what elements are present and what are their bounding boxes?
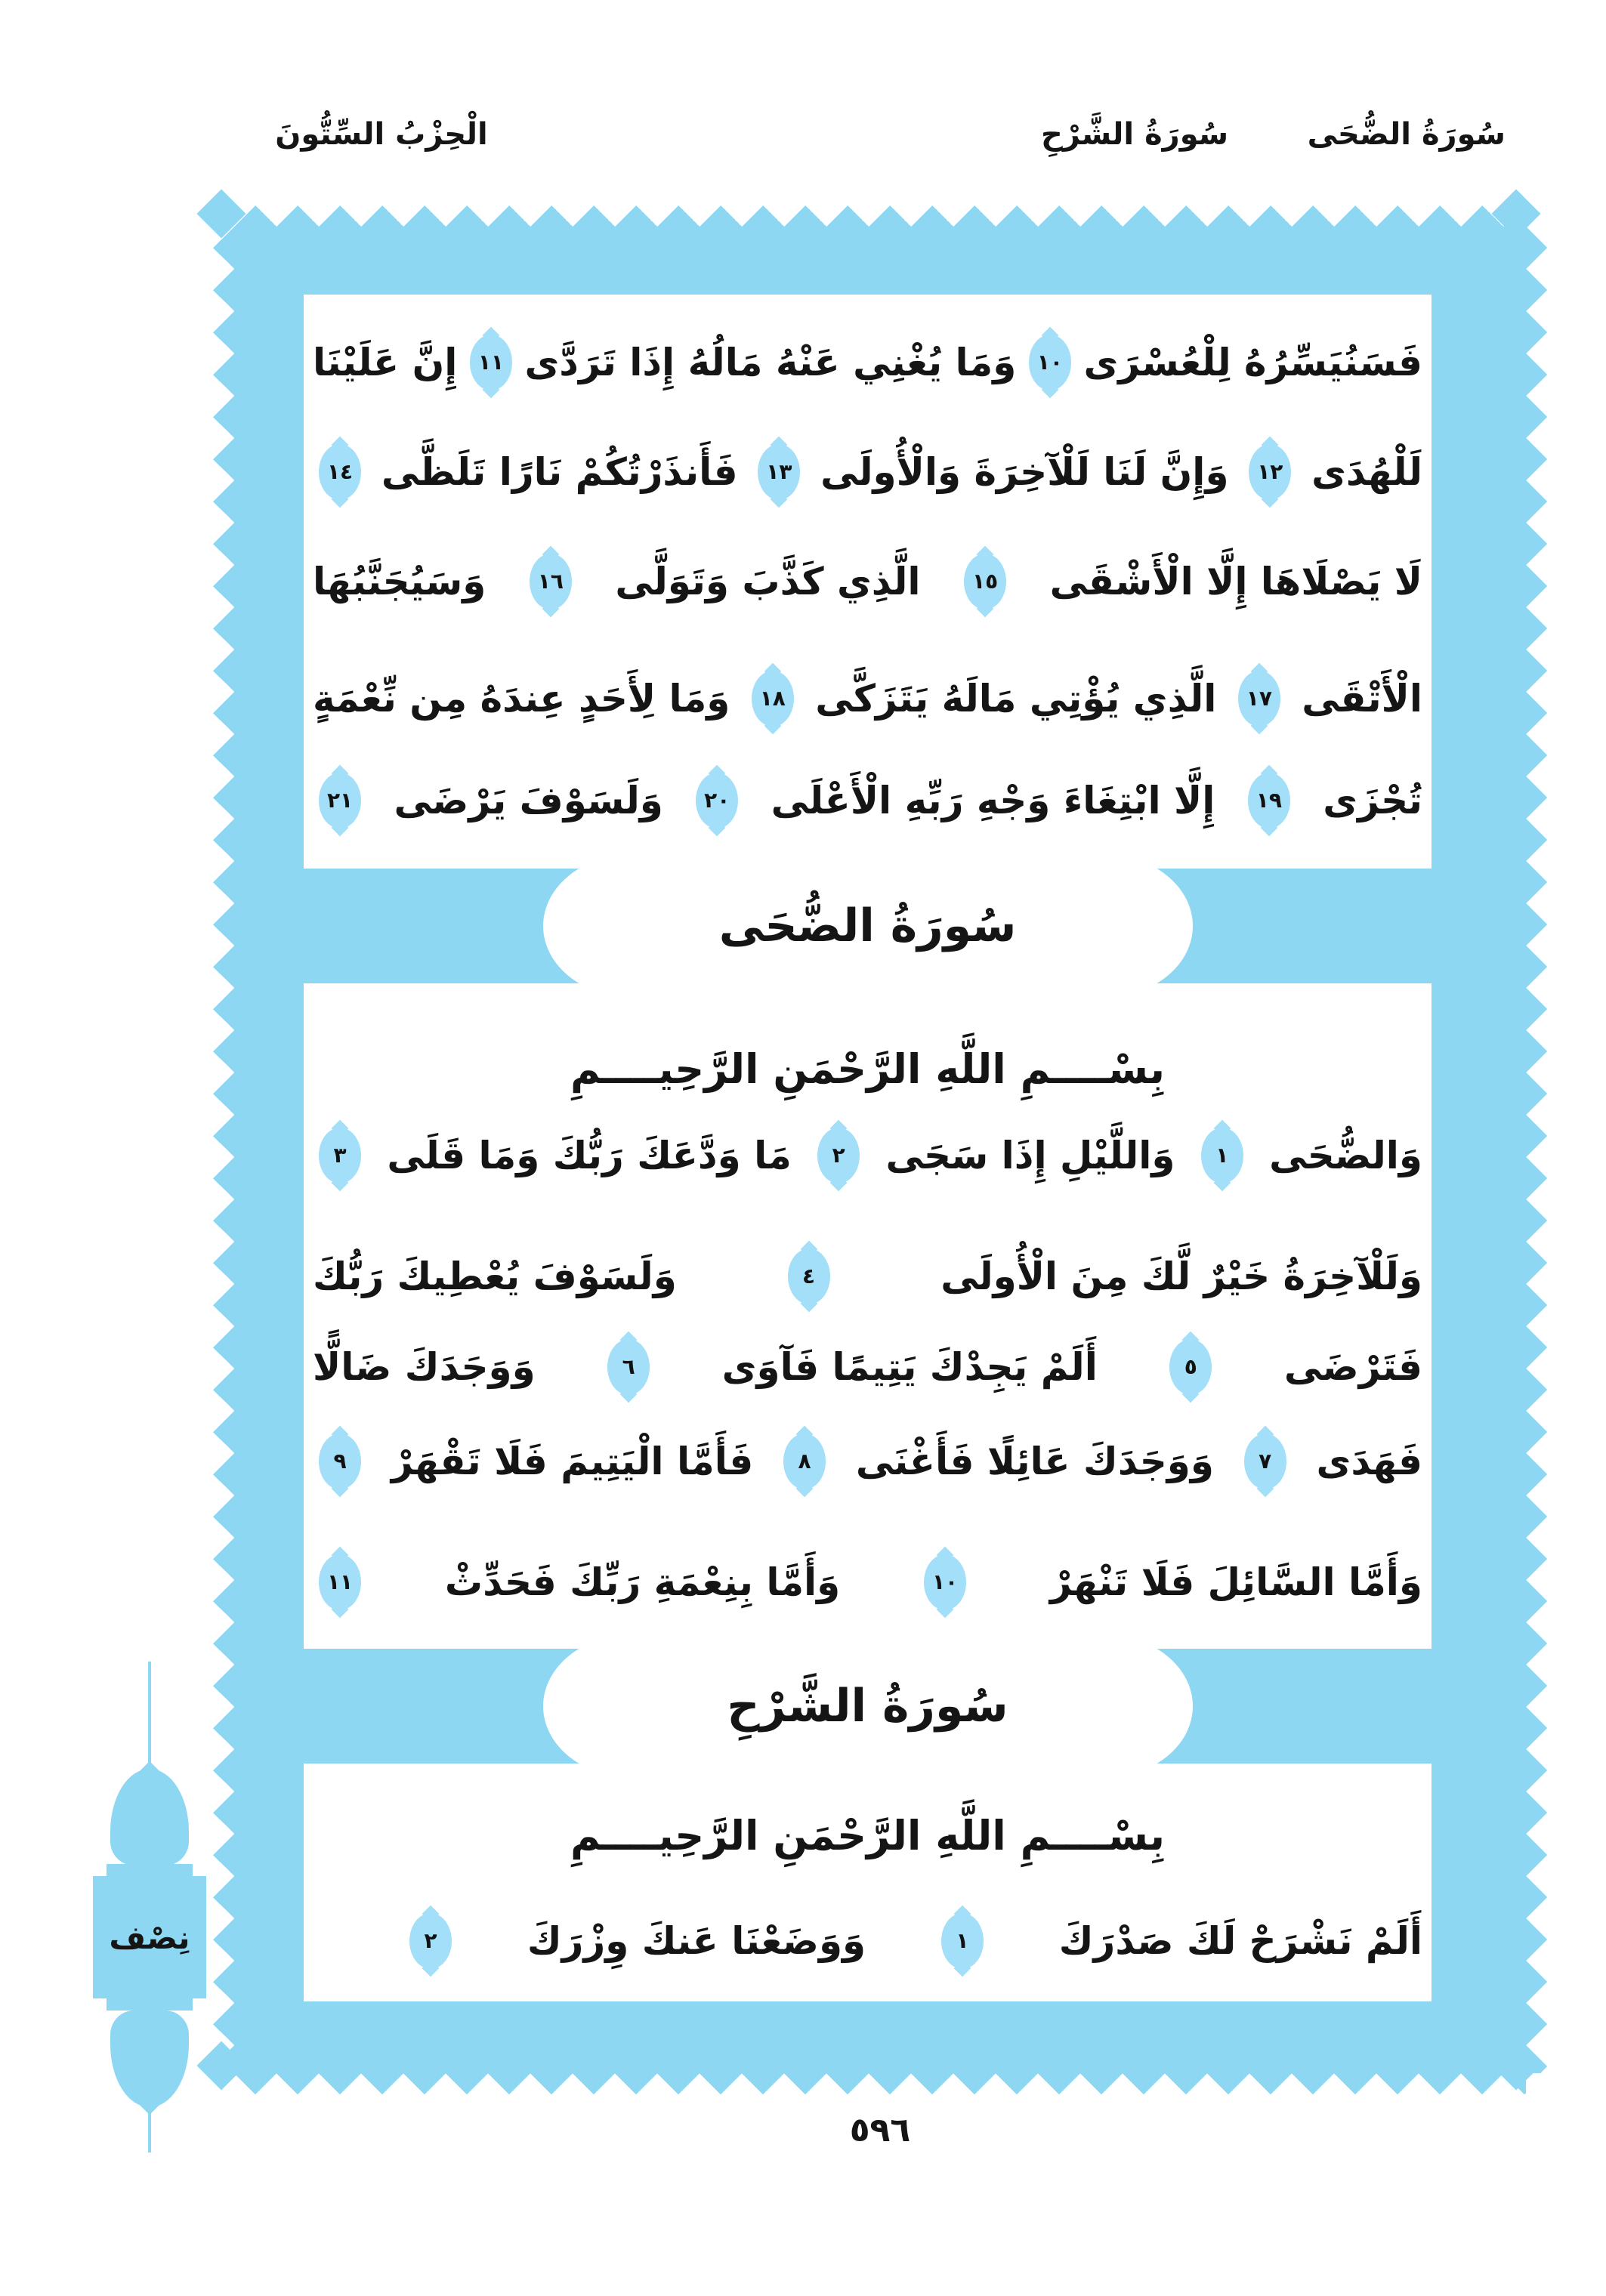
verse-marker: ٢٠	[696, 773, 738, 829]
surah-header-cartouche	[543, 854, 1193, 998]
verse-marker: ٩	[319, 1433, 361, 1489]
marker-collar	[107, 1864, 193, 1876]
running-head-surah-duha: سُورَةُ الضُّحَى	[1307, 117, 1506, 152]
ayah-text: وَالضُّحَى	[1269, 1133, 1422, 1177]
surah-title-duha: سُورَةُ الضُّحَى	[718, 900, 1017, 952]
verse-marker: ١	[1201, 1128, 1243, 1183]
ayah-text: وَمَا لِأَحَدٍ عِندَهُ مِن نِّعْمَةٍ	[313, 676, 730, 721]
ayah-text: الْأَتْقَى	[1302, 676, 1422, 721]
verse-marker: ١	[941, 1913, 984, 1969]
marker-dome-top	[110, 1769, 189, 1866]
ayah-line	[313, 415, 1422, 529]
ayah-text: وَوَضَعْنَا عَنكَ وِزْرَكَ	[527, 1918, 866, 1963]
ayah-text: لَلْهُدَى	[1311, 449, 1422, 494]
ayah-text: وَاللَّيْلِ إِذَا سَجَى	[885, 1133, 1175, 1177]
ayah-text: إِنَّ عَلَيْنَا	[313, 340, 458, 384]
ayah-text: أَلَمْ يَجِدْكَ يَتِيمًا فَآوَى	[721, 1344, 1098, 1389]
surah-header-sharh	[304, 1649, 1432, 1764]
ayah-text: وَلَلْآخِرَةُ خَيْرٌ لَّكَ مِنَ الْأُولَى	[940, 1254, 1422, 1298]
surah-header-cartouche	[543, 1634, 1193, 1778]
verse-marker: ٢	[409, 1913, 452, 1969]
verse-marker: ١٠	[924, 1554, 966, 1610]
ayah-text: وَسَيُجَنَّبُهَا	[313, 559, 486, 603]
marker-body	[93, 1876, 206, 1998]
page-number: ٥٩٦	[849, 2111, 911, 2149]
text-area	[304, 295, 1432, 2001]
surah-title-sharh: سُورَةُ الشَّرْحِ	[727, 1680, 1008, 1733]
verse-marker: ١٨	[752, 671, 794, 727]
ayah-text: وَلَسَوْفَ يَرْضَى	[394, 778, 663, 822]
ayah-text: وَلَسَوْفَ يُعْطِيكَ رَبُّكَ	[313, 1254, 677, 1298]
marker-stem-bottom	[148, 2106, 151, 2152]
running-head-surahs	[1041, 113, 1506, 156]
ayah-text: فَتَرْضَى	[1283, 1344, 1422, 1389]
frame-spikes-bottom	[234, 2073, 1526, 2094]
ayah-text: وَوَجَدَكَ ضَالًّا	[313, 1344, 536, 1389]
verse-marker: ٣	[319, 1128, 361, 1183]
verse-marker: ٧	[1244, 1433, 1286, 1489]
verse-marker: ٦	[607, 1339, 650, 1395]
bismillah-sharh: بِسْــــمِ اللَّهِ الرَّحْمَنِ الرَّحِيــــمِ	[570, 1811, 1165, 1859]
verse-marker: ١٢	[1249, 444, 1291, 500]
ayah-text: وَإِنَّ لَنَا لَلْآخِرَةَ وَالْأُولَى	[820, 449, 1229, 494]
ayah-text: فَسَنُيَسِّرُهُ لِلْعُسْرَى	[1083, 340, 1422, 384]
bismillah-duha: بِسْــــمِ اللَّهِ الرَّحْمَنِ الرَّحِيــــمِ	[570, 1045, 1165, 1093]
ayah-line	[313, 744, 1422, 857]
verse-marker: ١٩	[1248, 773, 1290, 829]
ayah-line	[313, 1099, 1422, 1212]
verse-marker: ١٧	[1238, 671, 1280, 727]
verse-marker: ١٥	[964, 554, 1006, 609]
surah-header-duha	[304, 869, 1432, 983]
ayah-text: مَا وَدَّعَكَ رَبُّكَ وَمَا قَلَى	[387, 1133, 792, 1177]
verse-marker: ٥	[1169, 1339, 1212, 1395]
ayah-text: وَأَمَّا السَّائِلَ فَلَا تَنْهَرْ	[1049, 1560, 1422, 1604]
ayah-line	[313, 306, 1422, 419]
marker-stem-top	[148, 1662, 151, 1773]
ayah-text: فَأَنذَرْتُكُمْ نَارًا تَلَظَّى	[381, 449, 738, 494]
ayah-text: وَوَجَدَكَ عَائِلًا فَأَغْنَى	[855, 1439, 1214, 1483]
verse-marker: ٤	[788, 1248, 830, 1304]
ayah-text: الَّذِي كَذَّبَ وَتَوَلَّى	[615, 559, 921, 603]
verse-marker: ١٠	[1029, 335, 1071, 390]
ayah-line	[313, 1884, 1422, 1998]
ayah-text: تُجْزَى	[1323, 778, 1422, 822]
ayah-text: وَأَمَّا بِنِعْمَةِ رَبِّكَ فَحَدِّثْ	[444, 1560, 841, 1604]
verse-marker: ١٦	[530, 554, 572, 609]
nisf-label: نِصْف	[109, 1918, 190, 1956]
ayah-text: الَّذِي يُؤْتِي مَالَهُ يَتَزَكَّى	[815, 676, 1217, 721]
marker-dome-bottom	[110, 2011, 189, 2107]
verse-marker: ١١	[470, 335, 512, 390]
frame-spikes-left	[213, 227, 234, 2073]
verse-marker: ١٣	[758, 444, 800, 500]
ayah-line	[313, 642, 1422, 755]
ayah-line	[313, 525, 1422, 638]
verse-marker: ١٤	[319, 444, 361, 500]
ayah-text: فَأَمَّا الْيَتِيمَ فَلَا تَقْهَرْ	[391, 1439, 754, 1483]
frame-spikes-top	[234, 205, 1526, 227]
ayah-text: وَمَا يُغْنِي عَنْهُ مَالُهُ إِذَا تَرَدَّى	[524, 340, 1017, 384]
margin-marker-nisf	[91, 1662, 208, 2152]
verse-marker: ١١	[319, 1554, 361, 1610]
running-head-surah-sharh: سُورَةُ الشَّرْحِ	[1041, 117, 1229, 152]
ayah-text: لَا يَصْلَاهَا إِلَّا الْأَشْقَى	[1049, 559, 1422, 603]
verse-marker: ٢	[817, 1128, 860, 1183]
ayah-text: إِلَّا ابْتِغَاءَ وَجْهِ رَبِّهِ الْأَعْلَى	[771, 778, 1215, 822]
marker-collar	[107, 1998, 193, 2011]
hizb-label: الْحِزْبُ السِّتُّونَ	[275, 117, 488, 152]
ayah-line	[313, 1526, 1422, 1639]
verse-marker: ٢١	[319, 773, 361, 829]
ayah-text: فَهَدَى	[1316, 1439, 1422, 1483]
ayah-text: أَلَمْ نَشْرَحْ لَكَ صَدْرَكَ	[1058, 1918, 1422, 1963]
verse-marker: ٨	[783, 1433, 826, 1489]
frame-spikes-right	[1526, 227, 1547, 2073]
ayah-line	[313, 1405, 1422, 1518]
